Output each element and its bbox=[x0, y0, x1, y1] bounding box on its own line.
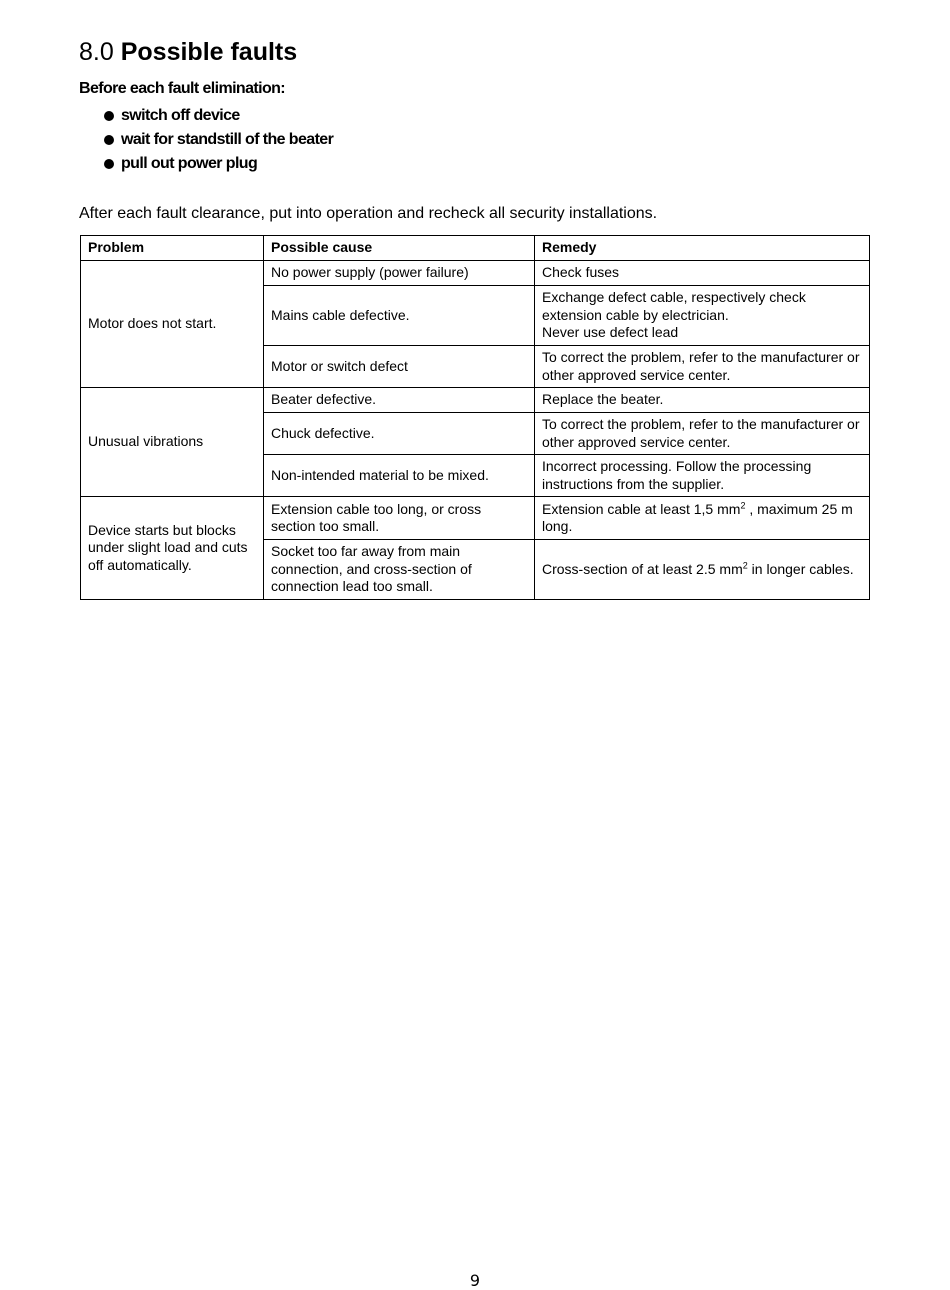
table-row bbox=[81, 388, 870, 413]
remedy-text: Cross-section of at least 2.5 mm bbox=[542, 560, 743, 577]
remedy-text: Extension cable at least 1,5 mm bbox=[542, 500, 741, 517]
table-row bbox=[81, 497, 870, 540]
problem-cell: Motor does not start. bbox=[81, 261, 264, 388]
superscript: 2 bbox=[742, 560, 748, 571]
safety-step-text: pull out power plug bbox=[121, 155, 258, 172]
remedy-line: Exchange defect cable, respectively check extension cable by electrician. bbox=[542, 289, 806, 323]
bullet-icon bbox=[104, 135, 114, 145]
cause-cell: Extension cable too long, or cross section too small. bbox=[264, 497, 535, 540]
safety-step-text: switch off device bbox=[121, 107, 240, 124]
remedy-cell: Check fuses bbox=[535, 261, 870, 286]
page-title bbox=[79, 36, 297, 68]
remedy-line: Never use defect lead bbox=[542, 324, 679, 341]
table-row bbox=[81, 261, 870, 286]
cause-cell: Chuck defective. bbox=[264, 413, 535, 455]
remedy-cell bbox=[535, 540, 870, 600]
safety-step-text: wait for standstill of the beater bbox=[121, 131, 334, 148]
cause-cell: Beater defective. bbox=[264, 388, 535, 413]
table-header-row bbox=[81, 236, 870, 261]
page-number: 9 bbox=[469, 1271, 481, 1290]
remedy-cell bbox=[535, 286, 870, 346]
bullet-icon bbox=[104, 111, 114, 121]
cause-cell: Motor or switch defect bbox=[264, 346, 535, 388]
remedy-cell: To correct the problem, refer to the manufacturer or other approved service center. bbox=[535, 346, 870, 388]
superscript: 2 bbox=[740, 499, 746, 510]
remedy-cell: Replace the beater. bbox=[535, 388, 870, 413]
cause-cell: No power supply (power failure) bbox=[264, 261, 535, 286]
faults-table bbox=[80, 235, 870, 600]
remedy-text: , maximum 25 m long. bbox=[542, 500, 853, 534]
remedy-cell: To correct the problem, refer to the manufacturer or other approved service center. bbox=[535, 413, 870, 455]
problem-cell: Device starts but blocks under slight load and cuts off automatically. bbox=[81, 497, 264, 600]
before-fault-label: Before each fault elimination: bbox=[79, 80, 286, 97]
intro-paragraph: After each fault clearance, put into operation and recheck all security installations. bbox=[79, 205, 658, 222]
section-number: 8.0 bbox=[79, 38, 114, 66]
safety-step bbox=[104, 128, 333, 152]
header-problem: Problem bbox=[81, 236, 264, 261]
safety-steps-list bbox=[104, 104, 333, 176]
remedy-cell bbox=[535, 497, 870, 540]
safety-step bbox=[104, 152, 333, 176]
section-title: Possible faults bbox=[120, 38, 298, 66]
cause-cell: Non-intended material to be mixed. bbox=[264, 455, 535, 497]
header-cause: Possible cause bbox=[264, 236, 535, 261]
problem-cell: Unusual vibrations bbox=[81, 388, 264, 497]
header-remedy: Remedy bbox=[535, 236, 870, 261]
cause-cell: Mains cable defective. bbox=[264, 286, 535, 346]
remedy-cell: Incorrect processing. Follow the processing instructions from the supplier. bbox=[535, 455, 870, 497]
bullet-icon bbox=[104, 159, 114, 169]
cause-cell: Socket too far away from main connection, and cross-section of connection lead too small. bbox=[264, 540, 535, 600]
safety-step bbox=[104, 104, 333, 128]
remedy-text: in longer cables. bbox=[747, 560, 854, 577]
